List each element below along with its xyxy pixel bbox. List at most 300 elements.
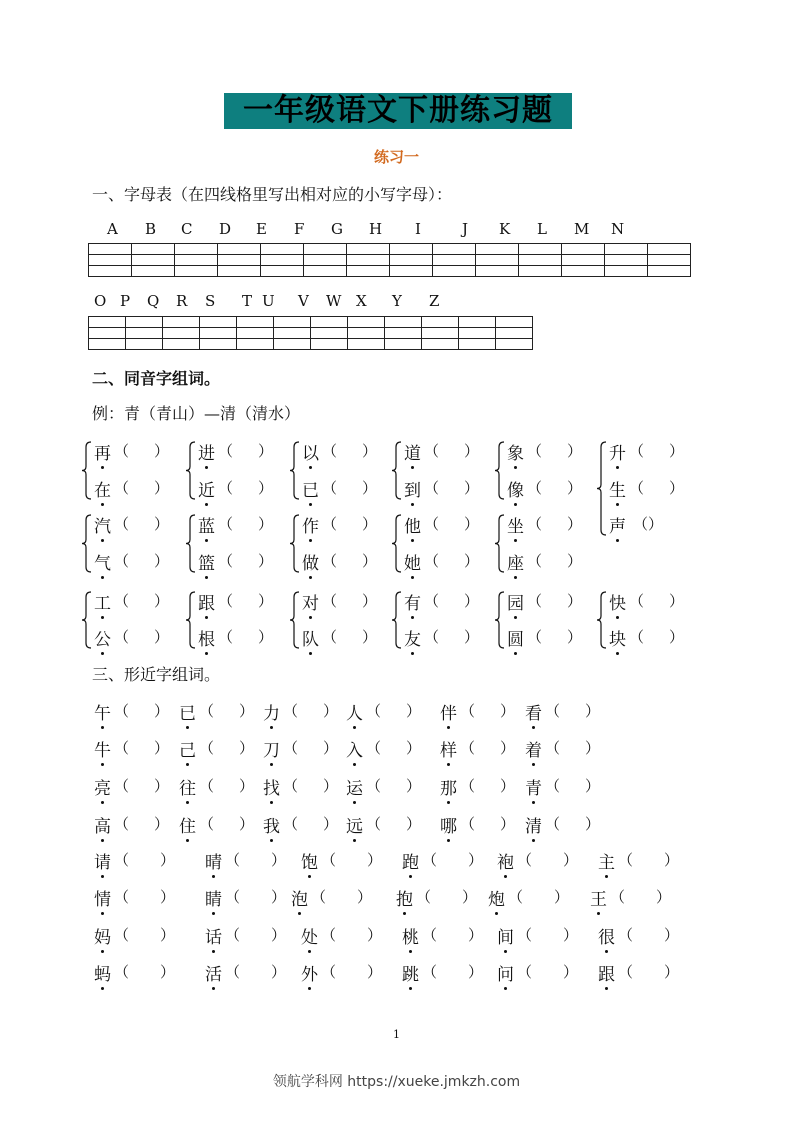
answer-blank-close: ） xyxy=(239,777,255,795)
grid-cell[interactable] xyxy=(348,317,385,328)
answer-blank-open: （ xyxy=(322,552,338,570)
answer-blank-close: ） xyxy=(567,515,583,533)
grid-cell[interactable] xyxy=(390,244,433,255)
similar-char: 很 xyxy=(598,923,615,948)
letter-T: T xyxy=(242,292,253,310)
similar-char: 样 xyxy=(440,736,457,761)
similar-char: 跟 xyxy=(598,960,615,985)
answer-blank-open: （ xyxy=(527,592,543,610)
answer-blank-open: （ xyxy=(545,739,561,757)
similar-char: 问 xyxy=(497,960,514,985)
similar-char: 哪 xyxy=(440,812,457,837)
similar-char: 活 xyxy=(205,960,222,985)
answer-blank-close: ） xyxy=(160,851,176,869)
answer-blank-close: ） xyxy=(406,777,422,795)
answer-blank-open: （ xyxy=(114,815,130,833)
similar-char: 跑 xyxy=(402,848,419,873)
grid-cell[interactable] xyxy=(562,255,605,266)
answer-blank-close: ） xyxy=(239,739,255,757)
similar-char: 运 xyxy=(346,774,363,799)
answer-blank-close: ） xyxy=(362,515,378,533)
homophone-char: 汽 xyxy=(94,512,111,537)
homophone-char: 已 xyxy=(302,476,319,501)
answer-blank-close: ） xyxy=(357,888,373,906)
grid-cell[interactable] xyxy=(459,339,496,350)
letter-P: P xyxy=(120,292,131,310)
answer-blank-close: ） xyxy=(585,702,601,720)
footer-source: 领航学科网 https://xueke.jmkzh.com xyxy=(272,1074,521,1090)
answer-blank-close: ） xyxy=(258,552,274,570)
grid-cell[interactable] xyxy=(261,266,304,277)
letter-C: C xyxy=(181,220,193,238)
exercise-subtitle: 练习一 xyxy=(373,148,419,166)
similar-char: 抱 xyxy=(396,885,413,910)
homophone-char: 生 xyxy=(609,476,626,501)
grid-cell[interactable] xyxy=(519,266,562,277)
grid-cell[interactable] xyxy=(163,339,200,350)
grid-cell[interactable] xyxy=(562,266,605,277)
answer-blank-close: ） xyxy=(567,552,583,570)
answer-blank-close: ） xyxy=(362,479,378,497)
answer-blank-open: （ xyxy=(218,592,234,610)
homophone-char: 再 xyxy=(94,439,111,464)
answer-blank-close: ） xyxy=(362,552,378,570)
grid-cell[interactable] xyxy=(459,328,496,339)
answer-blank-close: ） xyxy=(160,926,176,944)
grid-cell[interactable] xyxy=(218,255,261,266)
brace-icon xyxy=(81,441,93,500)
similar-char: 话 xyxy=(205,923,222,948)
grid-cell[interactable] xyxy=(348,328,385,339)
letter-N: N xyxy=(611,220,625,238)
answer-blank-open: （ xyxy=(322,628,338,646)
brace-icon xyxy=(185,591,197,649)
grid-cell[interactable] xyxy=(519,255,562,266)
similar-char: 处 xyxy=(301,923,318,948)
similar-char: 人 xyxy=(346,699,363,724)
grid-cell[interactable] xyxy=(261,244,304,255)
grid-cell[interactable] xyxy=(433,244,476,255)
answer-blank-close: ） xyxy=(669,479,685,497)
similar-char: 刀 xyxy=(263,736,280,761)
homophone-char: 道 xyxy=(404,439,421,464)
grid-cell[interactable] xyxy=(311,328,348,339)
grid-cell[interactable] xyxy=(433,266,476,277)
letter-X: X xyxy=(356,292,367,310)
grid-cell[interactable] xyxy=(89,255,132,266)
similar-char: 跳 xyxy=(402,960,419,985)
brace-icon xyxy=(494,441,506,500)
grid-cell[interactable] xyxy=(311,317,348,328)
homophone-char: 根 xyxy=(198,625,215,650)
answer-blank-open: （ xyxy=(321,926,337,944)
homophone-char: 块 xyxy=(609,625,626,650)
grid-cell[interactable] xyxy=(200,328,237,339)
answer-blank-open: （ xyxy=(114,777,130,795)
answer-blank-open: （ xyxy=(517,926,533,944)
brace-icon xyxy=(494,514,506,573)
answer-blank-close: ） xyxy=(160,888,176,906)
letter-M: M xyxy=(574,220,590,238)
grid-cell[interactable] xyxy=(422,339,459,350)
similar-char: 住 xyxy=(179,812,196,837)
grid-cell[interactable] xyxy=(459,317,496,328)
homophone-char: 象 xyxy=(507,439,524,464)
grid-cell[interactable] xyxy=(89,317,126,328)
grid-cell[interactable] xyxy=(347,244,390,255)
answer-blank-open: （ xyxy=(416,888,432,906)
similar-char: 已 xyxy=(179,699,196,724)
grid-cell[interactable] xyxy=(422,328,459,339)
answer-blank-open: （ xyxy=(114,628,130,646)
answer-blank-open: （ xyxy=(629,442,645,460)
letter-G: G xyxy=(331,220,343,238)
grid-cell[interactable] xyxy=(347,266,390,277)
answer-blank-open: （ xyxy=(199,777,215,795)
answer-blank-open: （ xyxy=(545,777,561,795)
letter-J: J xyxy=(462,220,469,238)
answer-blank-close: ） xyxy=(239,815,255,833)
brace-icon xyxy=(391,514,403,573)
answer-blank-open: （ xyxy=(422,926,438,944)
answer-blank-close: ） xyxy=(464,552,480,570)
answer-blank-close: ） xyxy=(567,628,583,646)
answer-blank-close: ） xyxy=(664,851,680,869)
answer-blank-open: （ xyxy=(366,702,382,720)
answer-blank-close: ） xyxy=(323,777,339,795)
answer-blank-close: ） xyxy=(468,963,484,981)
answer-blank-close: ） xyxy=(258,628,274,646)
similar-char: 午 xyxy=(94,699,111,724)
similar-char: 找 xyxy=(263,774,280,799)
similar-char: 往 xyxy=(179,774,196,799)
answer-blank-open: （ xyxy=(610,888,626,906)
page-number: 1 xyxy=(393,1028,400,1041)
similar-char: 泡 xyxy=(291,885,308,910)
answer-blank-open: （ xyxy=(322,442,338,460)
answer-blank-close: ） xyxy=(468,851,484,869)
grid-cell[interactable] xyxy=(126,339,163,350)
grid-cell[interactable] xyxy=(126,328,163,339)
grid-cell[interactable] xyxy=(476,266,519,277)
homophone-char: 队 xyxy=(302,625,319,650)
answer-blank-open: （ xyxy=(527,515,543,533)
answer-blank-close: ） xyxy=(500,739,516,757)
grid-cell[interactable] xyxy=(163,328,200,339)
grid-cell[interactable] xyxy=(422,317,459,328)
answer-blank-open: （ xyxy=(527,552,543,570)
grid-cell[interactable] xyxy=(476,255,519,266)
homophone-char: 做 xyxy=(302,549,319,574)
grid-cell[interactable] xyxy=(390,255,433,266)
grid-cell[interactable] xyxy=(605,244,648,255)
grid-cell[interactable] xyxy=(274,339,311,350)
answer-blank-close: ） xyxy=(154,515,170,533)
letter-E: E xyxy=(256,220,267,238)
answer-blank-close: ） xyxy=(154,702,170,720)
grid-cell[interactable] xyxy=(274,328,311,339)
grid-cell[interactable] xyxy=(274,317,311,328)
grid-cell[interactable] xyxy=(237,328,274,339)
grid-cell[interactable] xyxy=(311,339,348,350)
grid-cell[interactable] xyxy=(200,317,237,328)
answer-blank-open: （ xyxy=(114,479,130,497)
answer-blank-close: ） xyxy=(154,479,170,497)
answer-blank-open: （ xyxy=(322,515,338,533)
similar-char: 青 xyxy=(525,774,542,799)
answer-blank-close: ） xyxy=(464,515,480,533)
answer-blank-close: ） xyxy=(367,963,383,981)
grid-cell[interactable] xyxy=(132,266,175,277)
answer-blank-close: ） xyxy=(367,851,383,869)
grid-cell[interactable] xyxy=(496,339,533,350)
similar-char: 远 xyxy=(346,812,363,837)
similar-char: 王 xyxy=(590,885,607,910)
grid-cell[interactable] xyxy=(390,266,433,277)
section2-example: 例：青（青山）—清（清水） xyxy=(92,404,301,423)
grid-cell[interactable] xyxy=(175,244,218,255)
grid-cell[interactable] xyxy=(562,244,605,255)
grid-cell[interactable] xyxy=(163,317,200,328)
answer-blank-open: （ xyxy=(422,963,438,981)
grid-cell[interactable] xyxy=(304,244,347,255)
answer-blank-close: ） xyxy=(362,442,378,460)
homophone-char: 篮 xyxy=(198,549,215,574)
letter-H: H xyxy=(369,220,383,238)
answer-blank-open: （ xyxy=(460,815,476,833)
similar-char: 清 xyxy=(525,812,542,837)
answer-blank-close: ） xyxy=(154,592,170,610)
answer-blank-open: （ xyxy=(508,888,524,906)
answer-blank-close: ） xyxy=(585,777,601,795)
answer-blank-open: （ xyxy=(460,777,476,795)
grid-cell[interactable] xyxy=(648,266,691,277)
brace-icon xyxy=(289,514,301,573)
grid-cell[interactable] xyxy=(648,255,691,266)
similar-char: 高 xyxy=(94,812,111,837)
grid-cell[interactable] xyxy=(605,255,648,266)
answer-blank-open: （ xyxy=(517,963,533,981)
letter-B: B xyxy=(145,220,157,238)
writing-grid-row-2 xyxy=(88,316,533,350)
similar-char: 亮 xyxy=(94,774,111,799)
answer-blank-open: （ xyxy=(545,815,561,833)
brace-icon xyxy=(185,441,197,500)
brace-icon xyxy=(391,591,403,649)
homophone-char: 气 xyxy=(94,549,111,574)
grid-cell[interactable] xyxy=(476,244,519,255)
answer-blank-close: ） xyxy=(406,815,422,833)
answer-blank-close: ） xyxy=(154,552,170,570)
answer-blank-open: （ xyxy=(311,888,327,906)
grid-cell[interactable] xyxy=(347,255,390,266)
answer-blank-open: （ xyxy=(114,702,130,720)
answer-blank-close: ） xyxy=(500,702,516,720)
similar-char: 妈 xyxy=(94,923,111,948)
similar-char: 袍 xyxy=(497,848,514,873)
grid-cell[interactable] xyxy=(89,328,126,339)
grid-cell[interactable] xyxy=(218,266,261,277)
answer-blank-close: ） xyxy=(239,702,255,720)
answer-blank-open: （ xyxy=(618,926,634,944)
answer-blank-close: ） xyxy=(669,628,685,646)
answer-blank-close: ） xyxy=(669,592,685,610)
similar-char: 主 xyxy=(598,848,615,873)
grid-cell[interactable] xyxy=(89,266,132,277)
homophone-char: 在 xyxy=(94,476,111,501)
answer-blank-open: （ xyxy=(199,815,215,833)
grid-cell[interactable] xyxy=(218,244,261,255)
similar-char: 饱 xyxy=(301,848,318,873)
answer-blank-open: （ xyxy=(218,628,234,646)
similar-char: 那 xyxy=(440,774,457,799)
homophone-char: 以 xyxy=(302,439,319,464)
answer-blank-open: （ xyxy=(422,851,438,869)
letter-S: S xyxy=(205,292,216,310)
grid-cell[interactable] xyxy=(648,244,691,255)
grid-cell[interactable] xyxy=(433,255,476,266)
section3-heading: 三、形近字组词。 xyxy=(92,665,221,684)
section1-heading: 一、字母表（在四线格里写出相对应的小写字母）： xyxy=(92,185,453,204)
answer-blank-close: ） xyxy=(468,926,484,944)
brace-icon xyxy=(185,514,197,573)
homophone-char: 近 xyxy=(198,476,215,501)
similar-char: 己 xyxy=(179,736,196,761)
brace-icon xyxy=(81,591,93,649)
answer-blank-close: ） xyxy=(258,592,274,610)
answer-blank-open: （ xyxy=(322,592,338,610)
grid-cell[interactable] xyxy=(132,255,175,266)
answer-blank-open: （ xyxy=(225,963,241,981)
answer-blank-open: （ xyxy=(114,888,130,906)
brace-icon xyxy=(289,591,301,649)
answer-blank-open: （ xyxy=(527,442,543,460)
homophone-char: 像 xyxy=(507,476,524,501)
homophone-char: 快 xyxy=(609,589,626,614)
answer-blank-open: （ xyxy=(366,739,382,757)
answer-blank-open: （ xyxy=(114,926,130,944)
answer-blank-open: （ xyxy=(424,442,440,460)
grid-cell[interactable] xyxy=(237,339,274,350)
letter-A: A xyxy=(107,220,118,238)
grid-cell[interactable] xyxy=(385,339,422,350)
homophone-char: 园 xyxy=(507,589,524,614)
answer-blank: （） xyxy=(633,515,664,533)
grid-cell[interactable] xyxy=(385,317,422,328)
answer-blank-close: ） xyxy=(563,963,579,981)
answer-blank-open: （ xyxy=(424,628,440,646)
grid-cell[interactable] xyxy=(261,255,304,266)
brace-icon xyxy=(596,441,608,536)
answer-blank-open: （ xyxy=(424,515,440,533)
answer-blank-open: （ xyxy=(225,926,241,944)
letter-F: F xyxy=(294,220,305,238)
answer-blank-close: ） xyxy=(271,963,287,981)
answer-blank-close: ） xyxy=(323,815,339,833)
answer-blank-close: ） xyxy=(154,815,170,833)
grid-cell[interactable] xyxy=(519,244,562,255)
letter-K: K xyxy=(499,220,511,238)
answer-blank-close: ） xyxy=(258,442,274,460)
answer-blank-close: ） xyxy=(258,515,274,533)
answer-blank-close: ） xyxy=(464,592,480,610)
answer-blank-open: （ xyxy=(545,702,561,720)
letter-Z: Z xyxy=(429,292,440,310)
similar-char: 外 xyxy=(301,960,318,985)
grid-cell[interactable] xyxy=(385,328,422,339)
homophone-char: 作 xyxy=(302,512,319,537)
grid-cell[interactable] xyxy=(89,339,126,350)
answer-blank-open: （ xyxy=(283,739,299,757)
grid-cell[interactable] xyxy=(175,266,218,277)
letter-O: O xyxy=(94,292,107,310)
similar-char: 晴 xyxy=(205,848,222,873)
answer-blank-open: （ xyxy=(322,479,338,497)
answer-blank-open: （ xyxy=(424,552,440,570)
answer-blank-open: （ xyxy=(366,777,382,795)
grid-cell[interactable] xyxy=(605,266,648,277)
homophone-char: 公 xyxy=(94,625,111,650)
letter-V: V xyxy=(298,292,309,310)
letter-U: U xyxy=(262,292,275,310)
homophone-char: 坐 xyxy=(507,512,524,537)
answer-blank-open: （ xyxy=(283,815,299,833)
answer-blank-close: ） xyxy=(406,739,422,757)
grid-cell[interactable] xyxy=(89,244,132,255)
similar-char: 情 xyxy=(94,885,111,910)
answer-blank-open: （ xyxy=(114,515,130,533)
answer-blank-close: ） xyxy=(656,888,672,906)
answer-blank-open: （ xyxy=(460,739,476,757)
answer-blank-open: （ xyxy=(218,442,234,460)
grid-cell[interactable] xyxy=(304,255,347,266)
answer-blank-close: ） xyxy=(585,815,601,833)
similar-char: 着 xyxy=(525,736,542,761)
grid-cell[interactable] xyxy=(348,339,385,350)
similar-char: 力 xyxy=(263,699,280,724)
similar-char: 看 xyxy=(525,699,542,724)
similar-char: 我 xyxy=(263,812,280,837)
answer-blank-close: ） xyxy=(567,442,583,460)
grid-cell[interactable] xyxy=(237,317,274,328)
similar-char: 炮 xyxy=(488,885,505,910)
answer-blank-open: （ xyxy=(218,479,234,497)
similar-char: 牛 xyxy=(94,736,111,761)
answer-blank-open: （ xyxy=(114,442,130,460)
grid-cell[interactable] xyxy=(126,317,163,328)
answer-blank-close: ） xyxy=(323,702,339,720)
grid-cell[interactable] xyxy=(496,317,533,328)
grid-cell[interactable] xyxy=(304,266,347,277)
grid-cell[interactable] xyxy=(132,244,175,255)
similar-char: 入 xyxy=(346,736,363,761)
answer-blank-close: ） xyxy=(271,926,287,944)
answer-blank-close: ） xyxy=(464,628,480,646)
answer-blank-open: （ xyxy=(424,479,440,497)
answer-blank-open: （ xyxy=(527,479,543,497)
answer-blank-close: ） xyxy=(323,739,339,757)
answer-blank-open: （ xyxy=(321,963,337,981)
grid-cell[interactable] xyxy=(175,255,218,266)
letter-R: R xyxy=(176,292,188,310)
answer-blank-open: （ xyxy=(114,592,130,610)
grid-cell[interactable] xyxy=(496,328,533,339)
answer-blank-close: ） xyxy=(154,777,170,795)
homophone-char: 工 xyxy=(94,589,111,614)
writing-grid-row-1 xyxy=(88,243,691,277)
grid-cell[interactable] xyxy=(200,339,237,350)
brace-icon xyxy=(494,591,506,649)
